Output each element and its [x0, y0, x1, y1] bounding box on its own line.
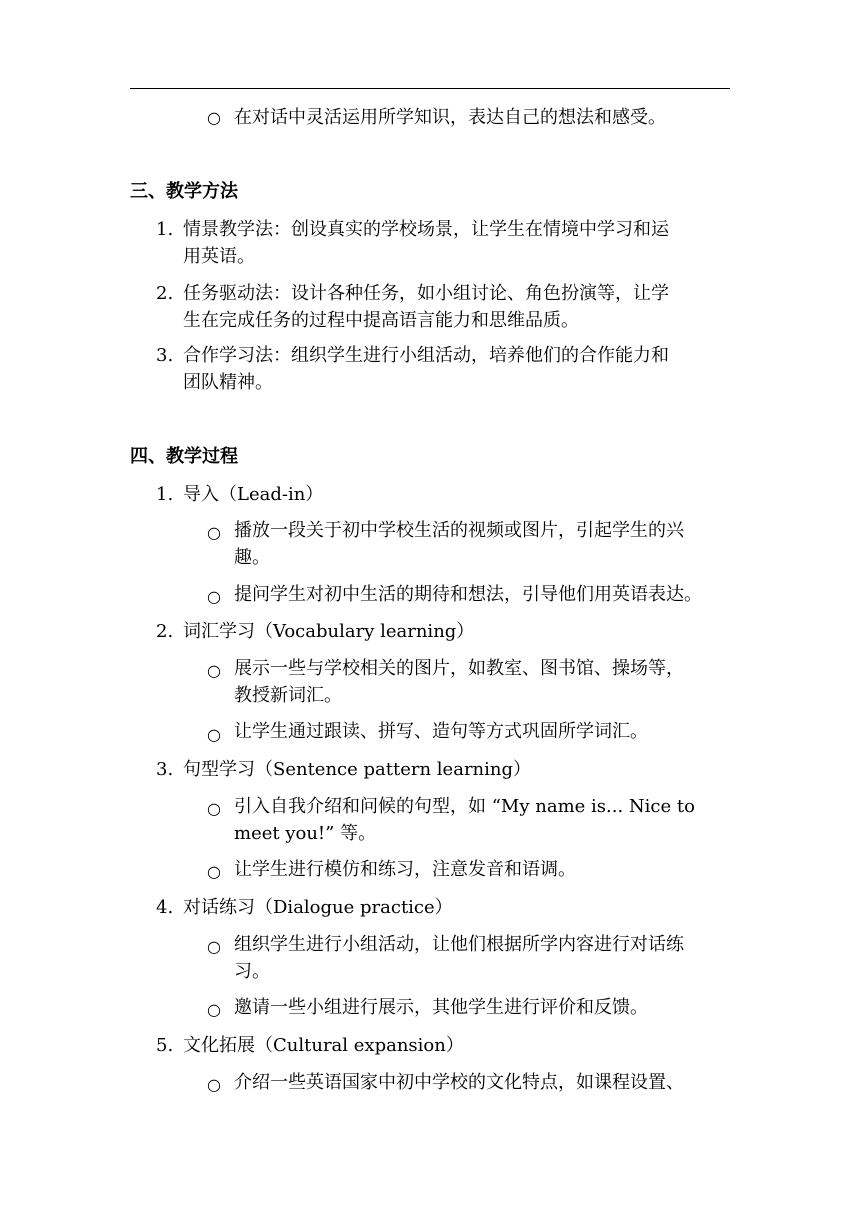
- list-item-line: 团队精神。: [183, 372, 273, 393]
- list-item-line: 合作学习法：组织学生进行小组活动，培养他们的合作能力和: [183, 345, 669, 366]
- bullet-text: 教授新词汇。: [234, 685, 342, 706]
- bullet-marker: ○: [207, 1000, 221, 1019]
- bullet-marker: ○: [207, 108, 221, 127]
- step-number: 3.: [156, 759, 174, 780]
- step-title: 词汇学习（Vocabulary learning）: [183, 621, 475, 642]
- list-item-line: 任务驱动法：设计各种任务，如小组讨论、角色扮演等，让学: [183, 283, 669, 304]
- bullet-text: 展示一些与学校相关的图片，如教室、图书馆、操场等，: [234, 658, 684, 679]
- list-item-line: 生在完成任务的过程中提高语言能力和思维品质。: [183, 310, 579, 331]
- step-title: 句型学习（Sentence pattern learning）: [183, 759, 532, 780]
- section-heading-methods: 三、教学方法: [130, 181, 238, 202]
- header-rule: [130, 88, 730, 89]
- list-item-line: 用英语。: [183, 246, 255, 267]
- bullet-text: 让学生通过跟读、拼写、造句等方式巩固所学词汇。: [234, 721, 648, 742]
- bullet-text: 习。: [234, 961, 270, 982]
- bullet-marker: ○: [207, 587, 221, 606]
- bullet-marker: ○: [207, 725, 221, 744]
- bullet-text: 让学生进行模仿和练习，注意发音和语调。: [234, 859, 576, 880]
- bullet-marker: ○: [207, 799, 221, 818]
- step-title: 导入（Lead-in）: [183, 484, 324, 505]
- list-number: 3.: [156, 345, 174, 366]
- bullet-marker: ○: [207, 862, 221, 881]
- bullet-text: 趣。: [234, 547, 270, 568]
- bullet-marker: ○: [207, 1075, 221, 1094]
- bullet-text: 介绍一些英语国家中初中学校的文化特点，如课程设置、: [234, 1072, 684, 1093]
- step-number: 5.: [156, 1035, 174, 1056]
- bullet-marker: ○: [207, 661, 221, 680]
- step-number: 4.: [156, 897, 174, 918]
- bullet-text: 提问学生对初中生活的期待和想法，引导他们用英语表达。: [234, 584, 702, 605]
- step-number: 2.: [156, 621, 174, 642]
- bullet-marker: ○: [207, 523, 221, 542]
- list-number: 1.: [156, 219, 174, 240]
- step-number: 1.: [156, 484, 174, 505]
- list-number: 2.: [156, 283, 174, 304]
- list-item-line: 情景教学法：创设真实的学校场景，让学生在情境中学习和运: [183, 219, 669, 240]
- bullet-text: 组织学生进行小组活动，让他们根据所学内容进行对话练: [234, 934, 684, 955]
- bullet-marker: ○: [207, 937, 221, 956]
- bullet-text: meet you!” 等。: [234, 823, 377, 844]
- bullet-text: 播放一段关于初中学校生活的视频或图片，引起学生的兴: [234, 520, 684, 541]
- bullet-text: 邀请一些小组进行展示，其他学生进行评价和反馈。: [234, 997, 648, 1018]
- bullet-text: 在对话中灵活运用所学知识，表达自己的想法和感受。: [234, 107, 666, 128]
- section-heading-process: 四、教学过程: [130, 446, 238, 467]
- bullet-text: 引入自我介绍和问候的句型，如 “My name is... Nice to: [234, 796, 695, 817]
- step-title: 对话练习（Dialogue practice）: [183, 897, 453, 918]
- step-title: 文化拓展（Cultural expansion）: [183, 1035, 464, 1056]
